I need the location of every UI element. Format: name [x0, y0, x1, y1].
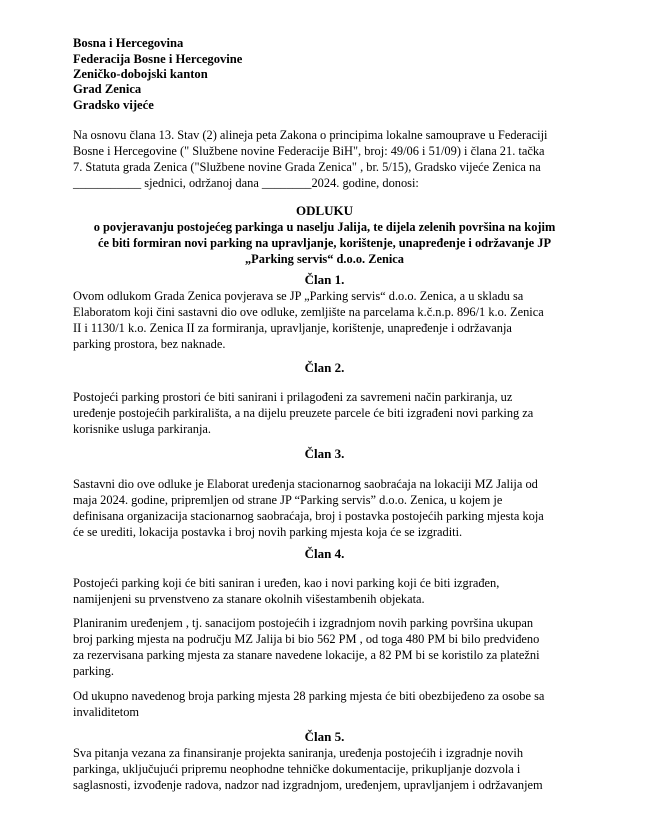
preamble-line: ___________ sjednici, održanoj dana ________2024. godine, donosi:: [73, 176, 419, 190]
article-4-line: broj parking mjesta na području MZ Jalija bi bio 562 PM , od toga 480 PM bi bilo predviđeno: [73, 632, 540, 646]
header-federation: Federacija Bosne i Hercegovine: [73, 52, 243, 66]
article-5-line: parkinga, uključujući pripremu neophodne tehničke dokumentacije, prikupljanje dozvola i: [73, 762, 521, 776]
article-3-line: definisana organizacija stacionarnog saobraćaja, broj i postavka postojećih parking mjesta koja: [73, 509, 544, 523]
article-4-line: za rezervisana parking mjesta za stanare navedene lokacije, a 82 PM bi se koristilo za platežni: [73, 648, 540, 662]
article-5-heading: Član 5.: [304, 729, 345, 744]
title-subtitle-line: o povjeravanju postojećeg parkinga u naselju Jalija, te dijela zelenih površina na kojim: [93, 220, 556, 234]
article-5-line: saglasnosti, izvođenje radova, nadzor nad izgradnjom, uređenjem, upravljanjem i održavanjem: [73, 778, 543, 792]
document-title: ODLUKU: [295, 203, 354, 218]
header-council: Gradsko vijeće: [73, 98, 154, 112]
header-country: Bosna i Hercegovina: [73, 36, 184, 50]
article-4-line: Postojeći parking koji će biti saniran i uređen, kao i novi parking koji će biti izgrađen,: [73, 576, 500, 590]
article-3-line: će se urediti, lokacija postavka i broj novih parking mjesta koja će se izgraditi.: [73, 525, 463, 539]
header-canton: Zeničko-dobojski kanton: [73, 67, 208, 81]
article-4-heading: Član 4.: [304, 546, 345, 561]
title-subtitle-line: će biti formiran novi parking na upravljanje, korištenje, unapređenje i održavanje JP: [97, 236, 552, 250]
article-1-line: parking prostora, bez naknade.: [73, 337, 226, 351]
article-5-line: Sva pitanja vezana za finansiranje projekta saniranja, uređenja postojećih i izgradnje novih: [73, 746, 524, 760]
article-3-line: maja 2024. godine, pripremljen od strane JP “Parking servis” d.o.o. Zenica, u kojem je: [73, 493, 503, 507]
article-3-line: Sastavni dio ove odluke je Elaborat uređenja stacionarnog saobraćaja na lokaciji MZ Jalija od: [73, 477, 538, 491]
article-2-line: uređenje postojećih parkirališta, a na dijelu preuzete parcele će biti izgrađeni novi parking za: [73, 406, 534, 420]
preamble-line: 7. Statuta grada Zenica ("Službene novine Grada Zenica" , br. 5/15), Gradsko vijeće Zenica na: [73, 160, 541, 174]
article-2-line: korisnike usluga parkiranja.: [73, 422, 211, 436]
article-1-line: II i 1130/1 k.o. Zenica II za formiranja, upravljanje, korištenje, unapređenje i održavanja: [73, 321, 512, 335]
article-4-line: namijenjeni su prvenstveno za stanare okolnih višestambenih objekata.: [73, 592, 425, 606]
article-2-heading: Član 2.: [304, 360, 345, 375]
article-1-heading: Član 1.: [304, 272, 345, 287]
article-1-line: Ovom odlukom Grada Zenica povjerava se JP „Parking servis“ d.o.o. Zenica, a u skladu sa: [73, 289, 524, 303]
article-1-line: Elaboratom koji čini sastavni dio ove odluke, zemljište na parcelama k.č.n.p. 896/1 k.o. Zenica: [73, 305, 544, 319]
article-4-line: Planiranim uređenjem , tj. sanacijom postojećih i izgradnjom novih parking površina ukupan: [73, 616, 534, 630]
article-4-line: parking.: [73, 664, 114, 678]
article-4-line: invaliditetom: [73, 705, 140, 719]
title-subtitle-line: „Parking servis“ d.o.o. Zenica: [244, 252, 404, 266]
header-city: Grad Zenica: [73, 82, 142, 96]
article-3-heading: Član 3.: [304, 446, 345, 461]
article-4-line: Od ukupno navedenog broja parking mjesta 28 parking mjesta će biti obezbijeđeno za osobe sa: [73, 689, 545, 703]
article-2-line: Postojeći parking prostori će biti sanirani i prilagođeni za savremeni način parkiranja, uz: [73, 390, 513, 404]
preamble-line: Na osnovu člana 13. Stav (2) alineja peta Zakona o principima lokalne samouprave u Federaciji: [73, 128, 548, 142]
preamble-line: Bosne i Hercegovine (" Službene novine Federacije BiH", broj: 49/06 i 51/09) i člana 21. tačka: [73, 144, 545, 158]
